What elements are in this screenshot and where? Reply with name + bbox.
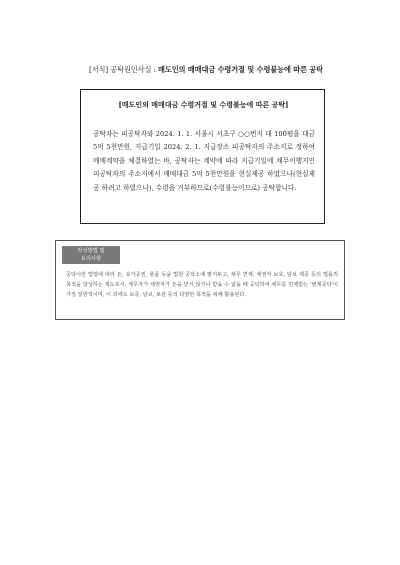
guide-box xyxy=(55,240,345,320)
guide-tag-line1: 작성방법 및 xyxy=(77,248,105,254)
page-title-prefix: [서식] 공탁원인사실 : xyxy=(89,65,159,74)
guide-tag xyxy=(62,246,120,264)
guide-tag-line2: 유의사항 xyxy=(80,256,102,262)
form-body: 공탁자는 피공탁자와 2024. 1. 1. 서울시 서초구 ○○번지 대 100평을 대금 5억 5천만원, 지급기일 2024. 2. 1. 지급장소 피공탁자의 주소지로 정하여 매매계약을 체결하였는 바, 공탁자는 계약에 따라 지급기일에 채무이행지인 피공탁자의 주소지에서 매매대금 5억 5천만원을 현실제공 하였으나(현실제공 하려고 하였으나), 수령을 거부하므로(수령불능이므로) 공탁합니다. xyxy=(93,130,315,192)
guide-body: 공탁이란 법령에 따라 돈, 유가증권, 물품 등을 법원 공탁소에 맡겨두고, 채무 면제, 채권자 보호, 담보 제공 등의 법률적 목적을 달성하는 제도로서, 채무자가 채권자가 돈을 받지 않거나 받을 수 없을 때 공탁하여 채무를 면제받는 '변제공탁'이 가장 일반적이며, 이 외에도 보증, 담보, 보관 등의 다양한 목적을 위해 활용된다. xyxy=(66,272,338,299)
page-title-text: 매도인의 매매대금 수령거절 및 수령불능에 따른 공탁 xyxy=(158,65,323,74)
page-title xyxy=(46,65,366,75)
form-heading: [매도인의 매매대금 수령거절 및 수령불능에 따른 공탁] xyxy=(118,100,289,109)
form-box xyxy=(80,89,325,224)
